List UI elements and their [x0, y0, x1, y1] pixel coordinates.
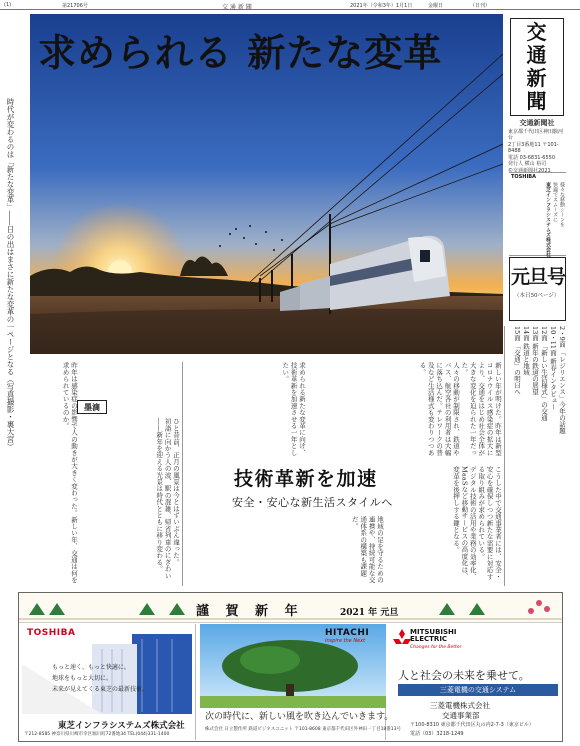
photo-caption: 時代が変わるのは「新たな変革」――日の出はまさに新たな変革の一ページとなる（写真撮影・裏大宮） — [6, 98, 15, 451]
publisher-line: ©交通新聞社2021 — [508, 167, 551, 174]
mitsubishi-tagline: Changes for the Better — [410, 645, 462, 650]
mitsubishi-diamonds-icon — [392, 629, 412, 647]
mitsubishi-copy: 人と社会の未来を乗せて。 — [398, 669, 530, 682]
toshiba-copy-line: もっと速く、もっと快適に。 — [52, 664, 130, 671]
index-item[interactable]: 13面 新年の鉄道の展望 — [531, 326, 539, 395]
masthead-char: 聞 — [526, 89, 547, 113]
mitsubishi-system-bar: 三菱電機の交通システム — [398, 684, 558, 696]
mitsubishi-company: 三菱電機株式会社 — [430, 701, 490, 710]
publisher-line: 発行人 横山 裕司 — [508, 161, 547, 167]
mitsubishi-logo-line: MITSUBISHI — [410, 628, 457, 636]
mitsubishi-address: 〒100-8310 東京都千代田区丸の内2-7-3（東京ビル） — [410, 722, 534, 728]
article-subhead: 安全・安心な新生活スタイルへ — [232, 496, 393, 509]
article-paragraph: 人々の移動が制限され、鉄道やバス、航空各社の利用者は大幅に落ち込んだ。テレワークの普及など生活様式も変わりつつある。 — [418, 362, 460, 456]
field-shadow — [30, 309, 503, 354]
article-paragraph: 求められる新たな変革に向け、技術革新を加速させる一年としたい。 — [281, 362, 306, 456]
mitsubishi-logo-line: ELECTRIC — [410, 635, 448, 643]
ad-year: 2021 年 元旦 — [340, 608, 399, 618]
toshiba-address: 〒212-8585 神奈川県川崎市幸区堀川町72番地34 TEL(044)331-1400 — [24, 732, 170, 737]
index-divider — [504, 326, 505, 586]
toshiba-logo: TOSHIBA — [27, 628, 76, 638]
article-col-2 — [310, 362, 502, 458]
column-paragraph: 初詣に向かう人の波、駅の混雑、帰省列車のにぎわい――新年を迎える光景は時代とともに移り変わる。 — [155, 418, 172, 579]
weekday: 金曜日 — [428, 3, 444, 9]
article-paragraph: 地域の足を守るための連携や、持続可能な交通体系の構築も課題だ。 — [350, 516, 384, 583]
mitsubishi-logo — [410, 629, 457, 643]
issue-number: 第21706号 — [62, 3, 88, 9]
index-item[interactable]: 12面 「新しい生活様式」の交通 — [540, 326, 548, 421]
article-col-3 — [188, 516, 384, 586]
article-col-4 — [388, 466, 502, 586]
issue-date: 2021年（令和3年）1月1日 — [350, 3, 413, 9]
front-headline: 求められる 新たな変革 — [38, 30, 443, 75]
index-item[interactable]: 2・9面 「レジリエンス」今年の話題 — [558, 326, 566, 434]
column-paragraph: ひと昔前、正月の風景は今とはずいぶん違った。 — [172, 418, 180, 566]
column-label: 墨滴 — [77, 400, 107, 414]
toshiba-company: 東芝インフラシステムズ株式会社 — [58, 721, 185, 731]
new-year-issue-title: 元旦号 — [511, 266, 566, 288]
publisher-line: 2丁目3番地11 〒101-8488 — [508, 141, 559, 154]
article-col-1 — [188, 362, 306, 458]
masthead-char: 新 — [526, 66, 547, 90]
toshiba-small-logo: TOSHIBA — [511, 174, 536, 180]
hitachi-copy: 次の時代に、新しい風を吹き込んでいきます。 — [205, 712, 394, 722]
masthead-char: 交 — [526, 20, 547, 44]
index-column — [510, 326, 566, 556]
column-divider — [182, 362, 183, 586]
publisher-info — [508, 120, 566, 174]
new-year-greeting: 謹 賀 新 年 — [196, 604, 304, 619]
masthead-logo — [510, 18, 564, 116]
index-item[interactable]: 15面 「交通」の明日へ — [513, 326, 521, 395]
publisher-name: 交通新聞社 — [519, 119, 555, 127]
toshiba-copy-line: 地球をもっと大切に。 — [52, 675, 113, 682]
right-ad-line: 様々な移動シーンを — [559, 182, 565, 227]
article-paragraph: こうした中で交通事業者には、安全・安心を確保しつつ新たな需要に対応する取り組みが求められている。 — [477, 466, 502, 580]
article-paragraph: 新しい年が明けた。昨年は新型コロナウイルス感染症の拡大により、交通をはじめ社会全体が大きな変化を迫られた一年だった。 — [460, 362, 502, 456]
mitsubishi-phone: 電話（03）3218-1249 — [410, 731, 464, 737]
column-body-left — [24, 362, 78, 586]
page-count: （本日50ページ） — [514, 293, 560, 299]
publisher-line: 東京都千代田区神田駿河台 — [508, 128, 564, 141]
article-headline: 技術革新を加速 — [234, 468, 378, 490]
hitachi-tagline: Inspire the Next — [325, 638, 366, 644]
hitachi-address: 株式会社 日立製作所 鉄道ビジネスユニット 〒101-8608 東京都千代田区外神田一丁目18番13号 — [205, 727, 402, 732]
paper-name: 交 通 新 聞 — [222, 4, 252, 11]
page-number: (1) — [4, 2, 12, 8]
right-ad-line: 快適でスムーズに — [552, 182, 558, 222]
edition: （日刊） — [470, 3, 491, 9]
header-strip — [0, 0, 580, 10]
column-body — [80, 418, 180, 586]
hitachi-logo: HITACHI — [325, 628, 370, 638]
right-ad-line: 東芝インフラシステムズ株式会社 — [545, 182, 551, 257]
index-item[interactable]: 14面 鉄道と地域 — [522, 326, 530, 376]
column-paragraph: 昨年は感染症の影響で人の動きが大きく変わった。新しい年、交通は何を求められているのか。 — [61, 362, 78, 584]
index-item[interactable]: 10・11面 新春インタビュー — [549, 326, 557, 410]
masthead-char: 通 — [526, 43, 547, 67]
article-paragraph: デジタル技術の活用や業務の効率化、MaaSなど移動サービスの高度化は、変革を後押しする鍵となる。 — [451, 466, 477, 580]
toshiba-copy-line: 未来が見えてくる東芝の最新技術。 — [52, 686, 149, 693]
publisher-line: 電話 03-6831-6550 — [508, 154, 556, 161]
right-ad-text — [510, 182, 565, 257]
mitsubishi-department: 交通事業部 — [442, 711, 480, 720]
